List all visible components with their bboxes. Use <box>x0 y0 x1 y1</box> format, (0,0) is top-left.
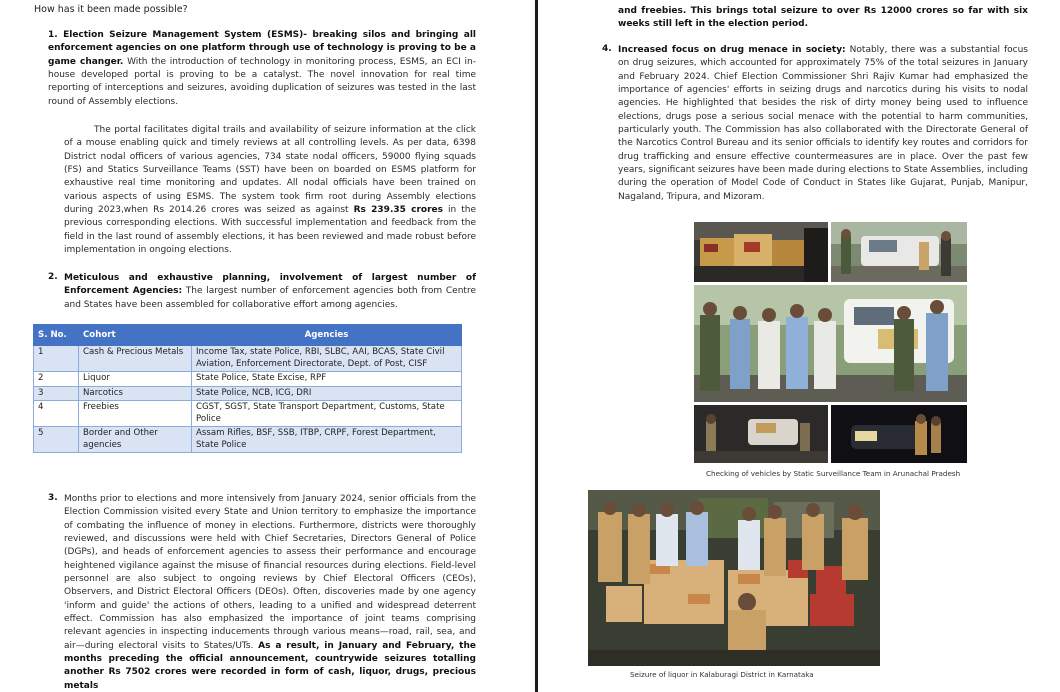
cell-cohort: Narcotics <box>79 386 192 401</box>
paragraph-2-lead: Meticulous and exhaustive planning, involvement of largest number of Enforcement Agencies: <box>64 273 476 297</box>
paragraph-3-bold: As a result, in January and February, the months preceding the official announcement, countrywide seizures totalling another Rs 7502 crores were recorded in form of cash, liquor, drugs, precious metals <box>64 640 476 691</box>
photo-team-group <box>694 285 967 402</box>
paragraph-3-number: 3. <box>48 493 58 503</box>
right-page <box>538 0 1060 692</box>
paragraph-4-lead: Increased focus on drug menace in society: <box>618 45 846 55</box>
table-row <box>34 427 462 453</box>
paragraph-1b-body-a: The portal facilitates digital trails and availability of seizure information at the click of a mouse enabling quick and timely reviews at all controlling levels. As per data, 6398 District nodal officers of various agencies, 734 state nodal officers, 59000 flying squads (FS) and Statics Surveillance Teams (SST) have been on boarded on ESMS platform for exhaustive real time monitoring and updates. All nodal officials have been trained on various aspects of using ESMS. The system took firm root during Assembly elections during 2023,when Rs 2014.26 crores was seized as against <box>64 125 476 216</box>
paragraph-1 <box>48 29 476 109</box>
table-header-row <box>34 325 462 346</box>
cell-sno: 4 <box>34 401 79 427</box>
table-row <box>34 386 462 401</box>
section-heading: How has it been made possible? <box>34 4 188 15</box>
cell-cohort: Cash & Precious Metals <box>79 346 192 372</box>
cell-sno: 1 <box>34 346 79 372</box>
table-row <box>34 346 462 372</box>
cell-agencies: Income Tax, state Police, RBI, SLBC, AAI, BCAS, State Civil Aviation, Enforcement Directorate, Dept. of Post, CISF <box>192 346 462 372</box>
paragraph-2-body: The largest number of enforcement agencies both from Centre and States have been assembled for collaborative effort among agencies. <box>64 286 476 310</box>
cell-agencies: State Police, NCB, ICG, DRI <box>192 386 462 401</box>
table-row <box>34 401 462 427</box>
paragraph-1-lead: 1. Election Seizure Management System (ESMS)- breaking silos and bringing all enforcement agencies on one platform through use of technology is proving to be a game changer. <box>48 30 476 67</box>
cell-cohort: Liquor <box>79 372 192 387</box>
paragraph-1b-body-c: in the previous corresponding elections. With successful implementation and feedback from the field in the last round of assembly elections, it has been reviewed and made robust before implementation in ongoing elections. <box>64 205 476 256</box>
paragraph-4 <box>618 44 1028 204</box>
agencies-table <box>33 324 462 453</box>
paragraph-4-body: Notably, there was a substantial focus on drug seizures, which accounted for approximately 75% of the total seizures in January and February 2024. Chief Election Commissioner Shri Rajiv Kumar had emphasized the importance of agencies' efforts in seizing drugs and narcotics during his visits to nodal agencies. He highlighted that besides the risk of dirty money being used to influence elections, drugs pose a serious social menace with the potential to harm communities, particularly youth. The Commission has also collaborated with the Directorate General of the Narcotics Control Bureau and its senior officials to identify key routes and corridors for drug trafficking and ensure effective countermeasures are in place. Over the past few years, significant seizures have been made during elections to State Assemblies, including during the operation of Model Code of Conduct in States like Gujarat, Punjab, Manipur, Nagaland, Tripura, and Mizoram. <box>618 45 1028 202</box>
photo-night-check-1 <box>694 405 828 463</box>
paragraph-3 <box>64 493 476 692</box>
photo-vehicle-boxes <box>694 222 828 282</box>
table-row <box>34 372 462 387</box>
cell-agencies: Assam Rifles, BSF, SSB, ITBP, CRPF, Forest Department, State Police <box>192 427 462 453</box>
header-agencies: Agencies <box>192 325 462 346</box>
continuation-text <box>618 5 1028 32</box>
caption-liquor-seizure: Seizure of liquor in Kalaburagi District in Karnataka <box>630 670 814 679</box>
cell-sno: 5 <box>34 427 79 453</box>
caption-vehicle-checking: Checking of vehicles by Static Surveillance Team in Arunachal Pradesh <box>706 469 961 478</box>
cell-sno: 3 <box>34 386 79 401</box>
header-sno: S. No. <box>34 325 79 346</box>
paragraph-1-body: With the introduction of technology in monitoring process, ESMS, an ECI in-house developed portal is proving to be a catalyst. The novel innovation for real time reporting of interceptions and seizures, avoiding duplication of seizures was tested in the last round of Assembly elections. <box>48 56 476 107</box>
cell-cohort: Freebies <box>79 401 192 427</box>
photo-night-check-2 <box>831 405 967 463</box>
cell-agencies: CGST, SGST, State Transport Department, Customs, State Police <box>192 401 462 427</box>
continuation-bold: and freebies. This brings total seizure to over Rs 12000 crores so far with six weeks still left in the election period. <box>618 6 1028 30</box>
paragraph-1b-bold: Rs 239.35 crores <box>353 205 444 216</box>
paragraph-2-number: 2. <box>48 272 58 282</box>
photo-liquor-seizure <box>588 490 880 666</box>
paragraph-1b <box>64 124 476 257</box>
cell-sno: 2 <box>34 372 79 387</box>
header-cohort: Cohort <box>79 325 192 346</box>
paragraph-2 <box>64 272 476 312</box>
cell-agencies: State Police, State Excise, RPF <box>192 372 462 387</box>
paragraph-4-number: 4. <box>602 44 612 54</box>
photo-vehicle-check <box>831 222 967 282</box>
cell-cohort: Border and Other agencies <box>79 427 192 453</box>
paragraph-3-body: Months prior to elections and more intensively from January 2024, senior officials from the Election Commission visited every State and Union territory to emphasize the importance of combating the influence of money in elections. Furthermore, districts were thoroughly reviewed, and discussions were held with Chief Secretaries, Directors General of Police (DGPs), and heads of enforcement agencies to assess their performance and encourage heightened vigilance against the misuse of financial resources during elections. Field-level personnel are also subject to ongoing reviews by Chief Electoral Officers (CEOs), Observers, and District Electoral Officers (DEOs). Often, discoveries made by one agency 'inform and guide' the actions of others, leading to a unified and widespread deterrent effect. Commission has also emphasized the importance of joint teams comprising relevant agencies in inspecting inducements through various means—road, rail, sea, and air—during electoral visits to States/UTs. <box>64 494 476 651</box>
